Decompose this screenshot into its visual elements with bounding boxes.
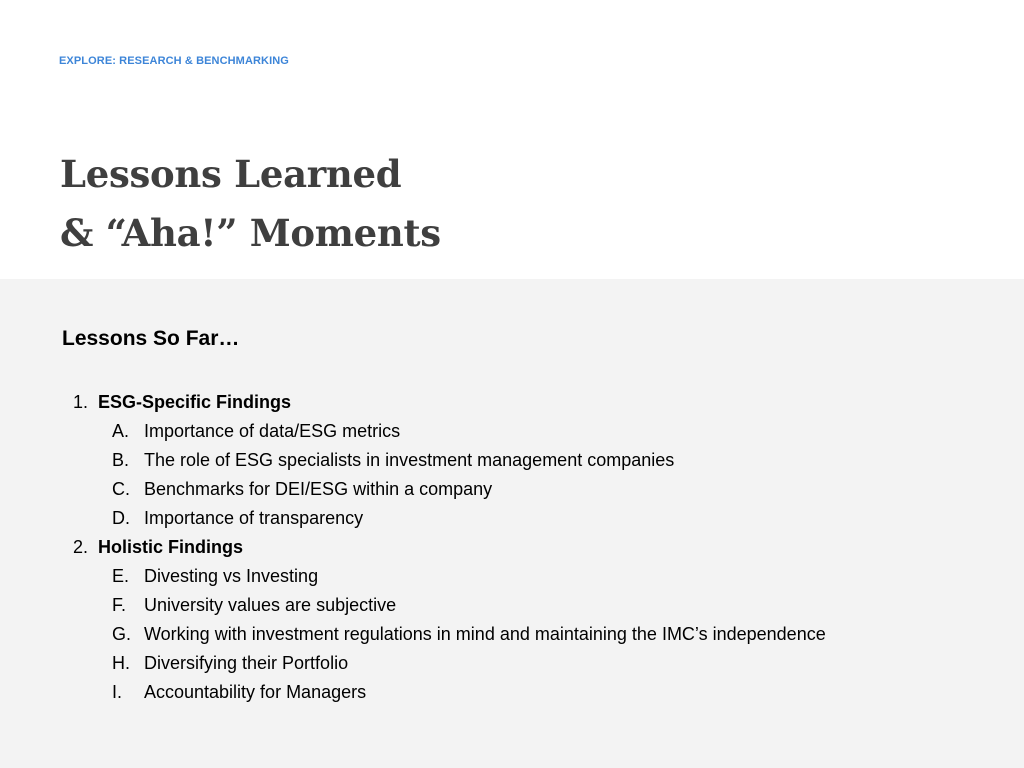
section-title: ESG-Specific Findings (98, 392, 292, 412)
list-item (0, 649, 1024, 678)
slide-title-line-1: Lessons Learned (60, 152, 402, 196)
item-letter: H. (112, 653, 130, 673)
list-item (0, 417, 1024, 446)
item-text: University values are subjective (144, 595, 397, 615)
panel-heading: Lessons So Far… (62, 327, 240, 350)
item-text: Divesting vs Investing (144, 566, 319, 586)
section-heading (0, 388, 1024, 417)
item-letter: E. (112, 566, 130, 586)
item-text: Accountability for Managers (144, 682, 367, 702)
item-text: Diversifying their Portfolio (144, 653, 349, 673)
item-text: The role of ESG specialists in investment management companies (144, 450, 675, 470)
section-number: 1. (73, 392, 89, 412)
findings-outline (0, 388, 1024, 707)
slide-title (60, 145, 441, 263)
item-letter: C. (112, 479, 130, 499)
list-item (0, 591, 1024, 620)
section-eyebrow-label: EXPLORE: RESEARCH & BENCHMARKING (59, 55, 289, 67)
list-item (0, 504, 1024, 533)
item-text: Importance of transparency (144, 508, 364, 528)
section-title: Holistic Findings (98, 537, 244, 557)
item-text: Benchmarks for DEI/ESG within a company (144, 479, 493, 499)
list-item (0, 678, 1024, 707)
section-heading (0, 533, 1024, 562)
slide-title-line-2: & “Aha!” Moments (60, 211, 441, 255)
item-text: Importance of data/ESG metrics (144, 421, 401, 441)
list-item (0, 446, 1024, 475)
item-letter: D. (112, 508, 130, 528)
item-letter: I. (112, 682, 123, 702)
item-letter: F. (112, 595, 127, 615)
item-letter: G. (112, 624, 132, 644)
item-text: Working with investment regulations in mind and maintaining the IMC’s independence (144, 624, 826, 644)
list-item (0, 562, 1024, 591)
list-item (0, 620, 1024, 649)
item-letter: A. (112, 421, 130, 441)
list-item (0, 475, 1024, 504)
item-letter: B. (112, 450, 130, 470)
section-number: 2. (73, 537, 89, 557)
